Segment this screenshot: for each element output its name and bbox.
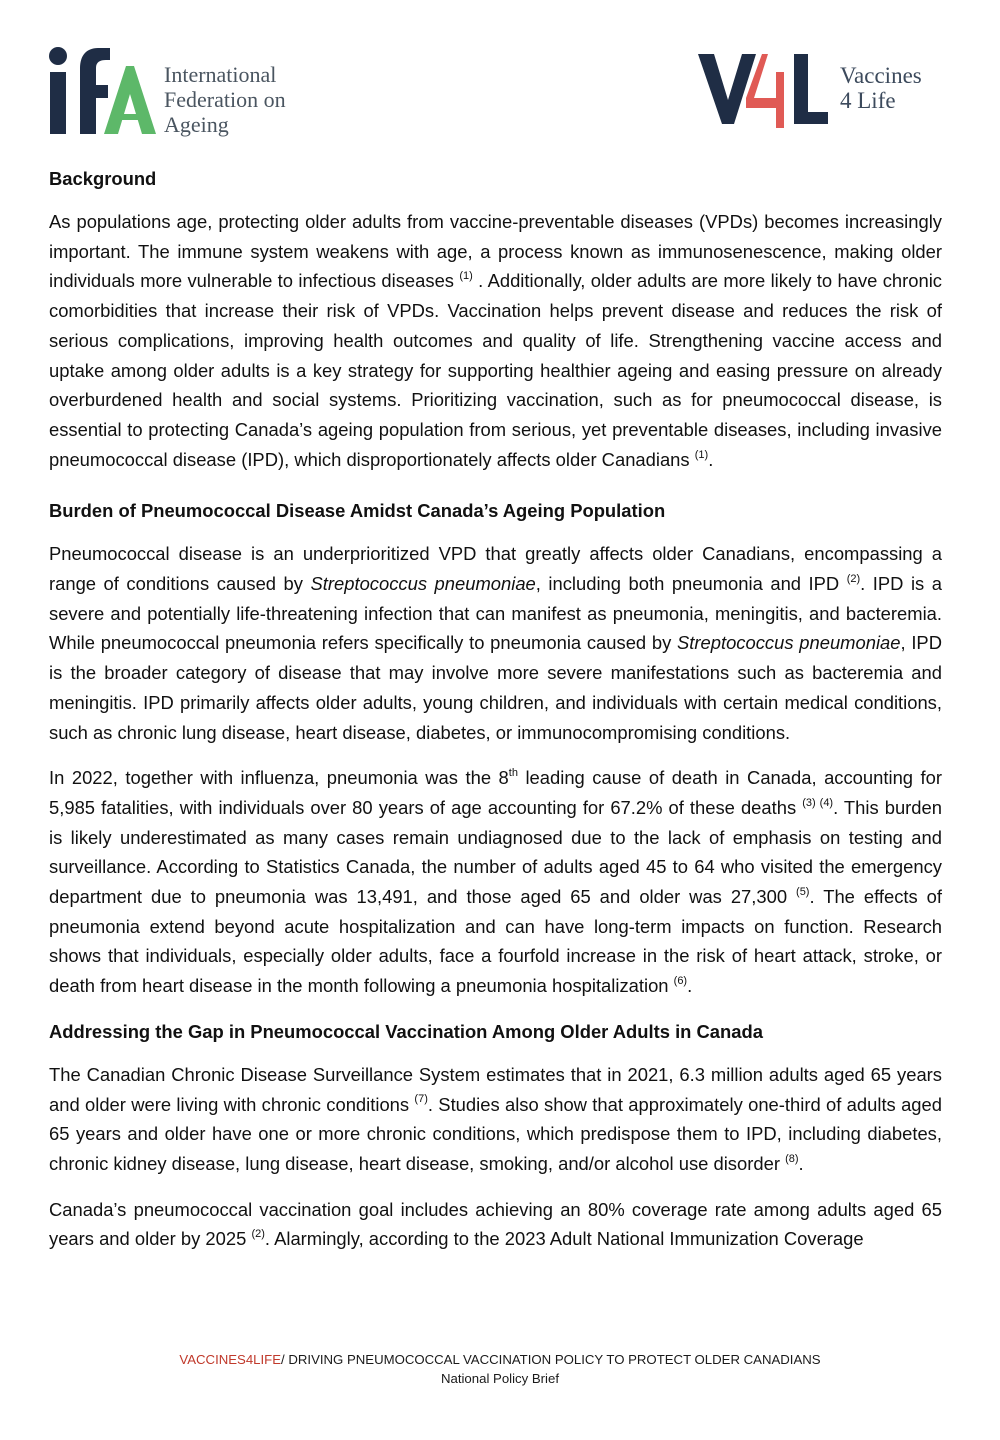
citation-ref: (1)	[694, 448, 709, 461]
citation-ref: (3) (4)	[802, 796, 834, 809]
text-run: As populations age, protecting older adults from vaccine-preventable diseases (VPDs) becomes increasingly important. The immune system weakens with age, a process known as immunosenescence, making older individuals more vulnerable to infectious diseases	[49, 211, 942, 292]
v4l-wordmark	[840, 63, 922, 113]
section-background	[49, 164, 942, 474]
footer-title: / DRIVING PNEUMOCOCCAL VACCINATION POLICY TO PROTECT OLDER CANADIANS	[281, 1352, 821, 1367]
section-burden	[49, 496, 942, 1001]
heading-gap: Addressing the Gap in Pneumococcal Vaccination Among Older Adults in Canada	[49, 1020, 763, 1042]
text-run: . Alarmingly, according to the 2023 Adult National Immunization Coverage	[264, 1228, 864, 1250]
ifa-wordmark-line1: International	[164, 62, 277, 87]
document-body	[49, 164, 942, 1270]
heading-burden: Burden of Pneumococcal Disease Amidst Canada’s Ageing Population	[49, 500, 666, 522]
text-run: .	[687, 975, 693, 997]
text-run: Pneumococcal disease is an underprioritized VPD that greatly affects older Canadians, encompassing a range of conditions caused by	[49, 543, 942, 595]
v4l-wordmark-line1: Vaccines	[840, 63, 922, 88]
ifa-logo	[48, 38, 308, 138]
text-run: . Studies also show that approximately one-third of adults aged 65 years and older have one or more chronic conditions, which predispose them to IPD, including diabetes, chronic kidney disease, lung disease, heart disease, smoking, and/or alcohol use disorder	[49, 1093, 942, 1174]
text-run: . Additionally, older adults are more likely to have chronic comorbidities that increase their risk of VPDs. Vaccination helps prevent disease and reduces the risk of serious complications, improving health outcomes and quality of life. Strengthening vaccine access and uptake among older adults is a key strategy for supporting healthier ageing and easing pressure on already overburdened health and social systems. Prioritizing vaccination, such as for pneumococcal disease, is essential to protecting Canada’s ageing population from serious, yet preventable diseases, including invasive pneumococcal disease (IPD), which disproportionately affects older Canadians	[49, 270, 942, 470]
ifa-wordmark-line3: Ageing	[164, 112, 229, 137]
paragraph-gap-2	[49, 1195, 942, 1254]
footer-subtitle: National Policy Brief	[440, 1371, 559, 1386]
section-gap	[49, 1017, 942, 1254]
citation-ref: (2)	[251, 1228, 265, 1241]
italic-term: Streptococcus pneumoniae	[677, 632, 901, 654]
page-footer	[0, 1350, 1000, 1388]
page-header	[0, 0, 1000, 150]
text-run: .	[708, 448, 714, 470]
text-run: .	[798, 1152, 804, 1174]
ifa-logo-mark-icon	[48, 38, 158, 138]
footer-title-line	[0, 1350, 1000, 1369]
ifa-wordmark-line2: Federation on	[164, 87, 286, 112]
text-run: . The effects of pneumonia extend beyond acute hospitalization and can have long-term impacts on function. Research shows that individuals, especially older adults, face a fourfold increase in the risk of heart attack, stroke, or death from heart disease in the month following a pneumonia hospitalization	[49, 886, 942, 997]
v4l-wordmark-line2: 4 Life	[840, 88, 896, 113]
text-run: , IPD is the broader category of disease that may involve more severe manifestations such as bacteremia and meningitis. IPD primarily affects older adults, young children, and individuals with certain medical conditions, such as chronic lung disease, heart disease, diabetes, or immunocompromising conditions.	[49, 632, 942, 743]
text-run: In 2022, together with influenza, pneumonia was the 8	[49, 767, 509, 789]
ordinal-suffix: th	[508, 767, 518, 780]
citation-ref: (6)	[673, 975, 688, 988]
text-run: Canada’s pneumococcal vaccination goal includes achieving an 80% coverage rate among adults aged 65 years and older by 2025	[49, 1198, 942, 1250]
v4l-logo-mark-icon	[698, 50, 830, 128]
text-run: , including both pneumonia and IPD	[535, 573, 847, 595]
citation-ref: (7)	[414, 1093, 428, 1106]
citation-ref: (5)	[796, 885, 810, 898]
paragraph-background	[49, 207, 942, 474]
text-run: The Canadian Chronic Disease Surveillance System estimates that in 2021, 6.3 million adults aged 65 years and older were living with chronic conditions	[49, 1063, 942, 1115]
citation-ref: (2)	[846, 572, 861, 585]
footer-brand: VACCINES4LIFE	[179, 1352, 282, 1367]
italic-term: Streptococcus pneumoniae	[310, 573, 536, 595]
paragraph-gap-1	[49, 1060, 942, 1179]
citation-ref: (1)	[459, 270, 473, 283]
ifa-wordmark	[164, 62, 286, 137]
text-run: leading cause of death in Canada, accounting for 5,985 fatalities, with individuals over 80 years of age accounting for 67.2% of these deaths	[49, 767, 942, 818]
paragraph-burden-1	[49, 539, 942, 747]
text-run: . This burden is likely underestimated as many cases remain undiagnosed due to the lack of emphasis on testing and surveillance. According to Statistics Canada, the number of adults aged 45 to 64 who visited the emergency department due to pneumonia was 13,491, and those aged 65 and older was 27,300	[49, 796, 942, 908]
v4l-logo	[698, 50, 948, 130]
citation-ref: (8)	[785, 1152, 799, 1165]
text-run: . IPD is a severe and potentially life-threatening infection that can manifest as pneumonia, meningitis, and bacteremia. While pneumococcal pneumonia refers specifically to pneumonia caused by	[49, 573, 942, 654]
paragraph-burden-2	[49, 763, 942, 1001]
heading-background: Background	[49, 168, 157, 189]
